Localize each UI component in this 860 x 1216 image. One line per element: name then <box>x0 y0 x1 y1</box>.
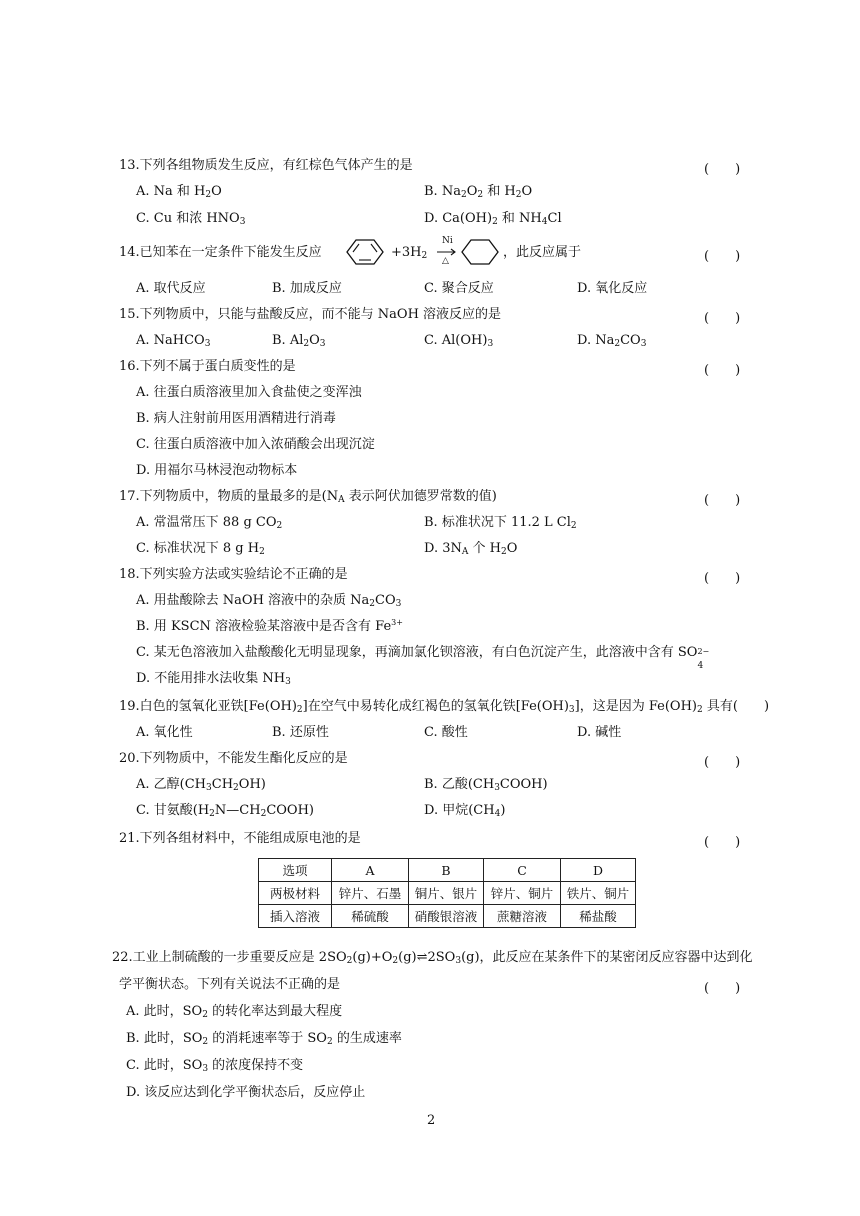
q18-option-d[interactable]: D. 不能用排水法收集 $NH_3$ <box>136 671 291 687</box>
table-cell: A <box>332 859 409 882</box>
q16-option-d[interactable]: D. 用福尔马林浸泡动物标本 <box>136 463 298 478</box>
question-14-stem: 14.已知苯在一定条件下能发生反应 <box>119 245 322 260</box>
answer-paren-13[interactable]: ( ) <box>704 162 741 177</box>
q13-option-c[interactable]: C. Cu 和浓 $HNO_3$ <box>136 211 246 227</box>
q14-option-b[interactable]: B. 加成反应 <box>272 281 342 296</box>
q17-option-c[interactable]: C. 标准状况下 8 g $H_2$ <box>136 541 265 557</box>
q16-option-b[interactable]: B. 病人注射前用医用酒精进行消毒 <box>136 411 336 426</box>
q19-option-c[interactable]: C. 酸性 <box>424 725 468 740</box>
q17-option-b[interactable]: B. 标准状况下 11.2 L $Cl_2$ <box>424 515 577 531</box>
table-cell: 稀硫酸 <box>332 905 409 928</box>
q19-option-a[interactable]: A. 氧化性 <box>136 725 193 740</box>
battery-materials-table <box>258 858 636 928</box>
table-row <box>259 882 636 905</box>
answer-paren-16[interactable]: ( ) <box>704 363 741 378</box>
q20-option-d[interactable]: D. 甲烷$(CH_4)$ <box>424 803 506 819</box>
question-21-stem: 21.下列各组材料中，不能组成原电池的是 <box>119 831 361 846</box>
table-cell: B <box>409 859 484 882</box>
table-cell: 硝酸银溶液 <box>409 905 484 928</box>
q16-option-a[interactable]: A. 往蛋白质溶液里加入食盐使之变浑浊 <box>136 385 362 400</box>
q22-option-c[interactable]: C. 此时，$SO_3$ 的浓度保持不变 <box>126 1058 304 1074</box>
table-cell: 铁片、铜片 <box>561 882 636 905</box>
q14-option-a[interactable]: A. 取代反应 <box>136 281 206 296</box>
table-cell: D <box>561 859 636 882</box>
answer-paren-18[interactable]: ( ) <box>704 571 741 586</box>
table-row <box>259 905 636 928</box>
answer-paren-14[interactable]: ( ) <box>704 249 741 264</box>
q13-option-b[interactable]: B. $Na_2O_2$ 和 $H_2O$ <box>424 184 533 200</box>
q22-option-b[interactable]: B. 此时，$SO_2$ 的消耗速率等于 $SO_2$ 的生成速率 <box>126 1031 402 1047</box>
q18-option-c[interactable]: C. 某无色溶液加入盐酸酸化无明显现象，再滴加氯化钡溶液，有白色沉淀产生，此溶液中含有 SO 2− 4 <box>136 645 710 671</box>
q19-option-b[interactable]: B. 还原性 <box>272 725 329 740</box>
q20-option-a[interactable]: A. 乙醇$(CH_3CH_2OH)$ <box>136 777 266 793</box>
table-cell: 插入溶液 <box>259 905 332 928</box>
question-14-tail: ，此反应属于 <box>503 245 582 260</box>
q14-hydrogen-term: $+3H_2$ <box>391 245 428 261</box>
q19-option-d[interactable]: D. 碱性 <box>577 725 622 740</box>
question-18-stem: 18.下列实验方法或实验结论不正确的是 <box>119 567 348 582</box>
answer-paren-21[interactable]: ( ) <box>704 835 741 850</box>
heat-label: △ <box>442 256 449 266</box>
q16-option-c[interactable]: C. 往蛋白质溶液中加入浓硝酸会出现沉淀 <box>136 437 375 452</box>
table-cell: 稀盐酸 <box>561 905 636 928</box>
q13-option-a[interactable]: A. Na 和 $H_2O$ <box>136 184 222 200</box>
question-15-stem: 15.下列物质中，只能与盐酸反应，而不能与 NaOH 溶液反应的是 <box>119 307 502 322</box>
q15-option-b[interactable]: B. $Al_2O_3$ <box>272 333 326 349</box>
catalyst-label: Ni <box>442 236 453 246</box>
page-number: 2 <box>427 1113 436 1128</box>
cyclohexane-ring-icon <box>460 234 504 270</box>
q17-option-d[interactable]: D. $3N_A$ 个 $H_2O$ <box>424 541 518 557</box>
q18-option-a[interactable]: A. 用盐酸除去 NaOH 溶液中的杂质 $Na_2CO_3$ <box>136 593 402 609</box>
q18-option-b[interactable]: B. 用 KSCN 溶液检验某溶液中是否含有 $Fe^{3+}$ <box>136 618 403 634</box>
table-cell: 两极材料 <box>259 882 332 905</box>
question-17-stem: 17.下列物质中，物质的量最多的是($N_A$ 表示阿伏加德罗常数的值) <box>119 489 497 505</box>
question-22-stem-line2: 学平衡状态。下列有关说法不正确的是 <box>119 977 341 992</box>
q20-option-b[interactable]: B. 乙酸$(CH_3COOH)$ <box>424 777 548 793</box>
question-13-stem: 13.下列各组物质发生反应，有红棕色气体产生的是 <box>119 158 413 173</box>
question-16-stem: 16.下列不属于蛋白质变性的是 <box>119 359 296 374</box>
table-cell: 铜片、银片 <box>409 882 484 905</box>
table-row <box>259 859 636 882</box>
q20-option-c[interactable]: C. 甘氨酸$(H_2N—CH_2COOH)$ <box>136 803 314 819</box>
q15-option-a[interactable]: A. NaHCO$_3$ <box>136 333 211 349</box>
q14-option-d[interactable]: D. 氧化反应 <box>577 281 648 296</box>
q15-option-c[interactable]: C. $Al(OH)_3$ <box>424 333 494 349</box>
answer-paren-15[interactable]: ( ) <box>704 311 741 326</box>
q22-option-a[interactable]: A. 此时，$SO_2$ 的转化率达到最大程度 <box>126 1004 343 1020</box>
q13-option-d[interactable]: D. $Ca(OH)_2$ 和 $NH_4Cl$ <box>424 211 562 227</box>
q15-option-d[interactable]: D. $Na_2CO_3$ <box>577 333 647 349</box>
answer-paren-22[interactable]: ( ) <box>704 981 741 996</box>
table-cell: 蔗糖溶液 <box>484 905 561 928</box>
table-cell: 选项 <box>259 859 332 882</box>
answer-paren-17[interactable]: ( ) <box>704 493 741 508</box>
q17-option-a[interactable]: A. 常温常压下 88 g $CO_2$ <box>136 515 283 531</box>
question-20-stem: 20.下列物质中，不能发生酯化反应的是 <box>119 751 348 766</box>
q14-option-c[interactable]: C. 聚合反应 <box>424 281 494 296</box>
table-cell: 锌片、铜片 <box>484 882 561 905</box>
question-22-stem: 22.工业上制硫酸的一步重要反应是 $2SO_2(g)+O_2(g)\rightleftharpoons 2SO_3(g)$，此反应在某条件下的某密闭反应容器中达到化 <box>112 950 753 966</box>
answer-paren-20[interactable]: ( ) <box>704 755 741 770</box>
q22-option-d[interactable]: D. 该反应达到化学平衡状态后，反应停止 <box>126 1085 366 1100</box>
question-19-stem: 19.白色的氢氧化亚铁$[Fe(OH)_2]$在空气中易转化成红褐色的氢氧化铁$[Fe(OH)_3]$，这是因为 $Fe(OH)_2$ 具有( ) <box>119 699 770 715</box>
table-cell: C <box>484 859 561 882</box>
table-cell: 锌片、石墨 <box>332 882 409 905</box>
